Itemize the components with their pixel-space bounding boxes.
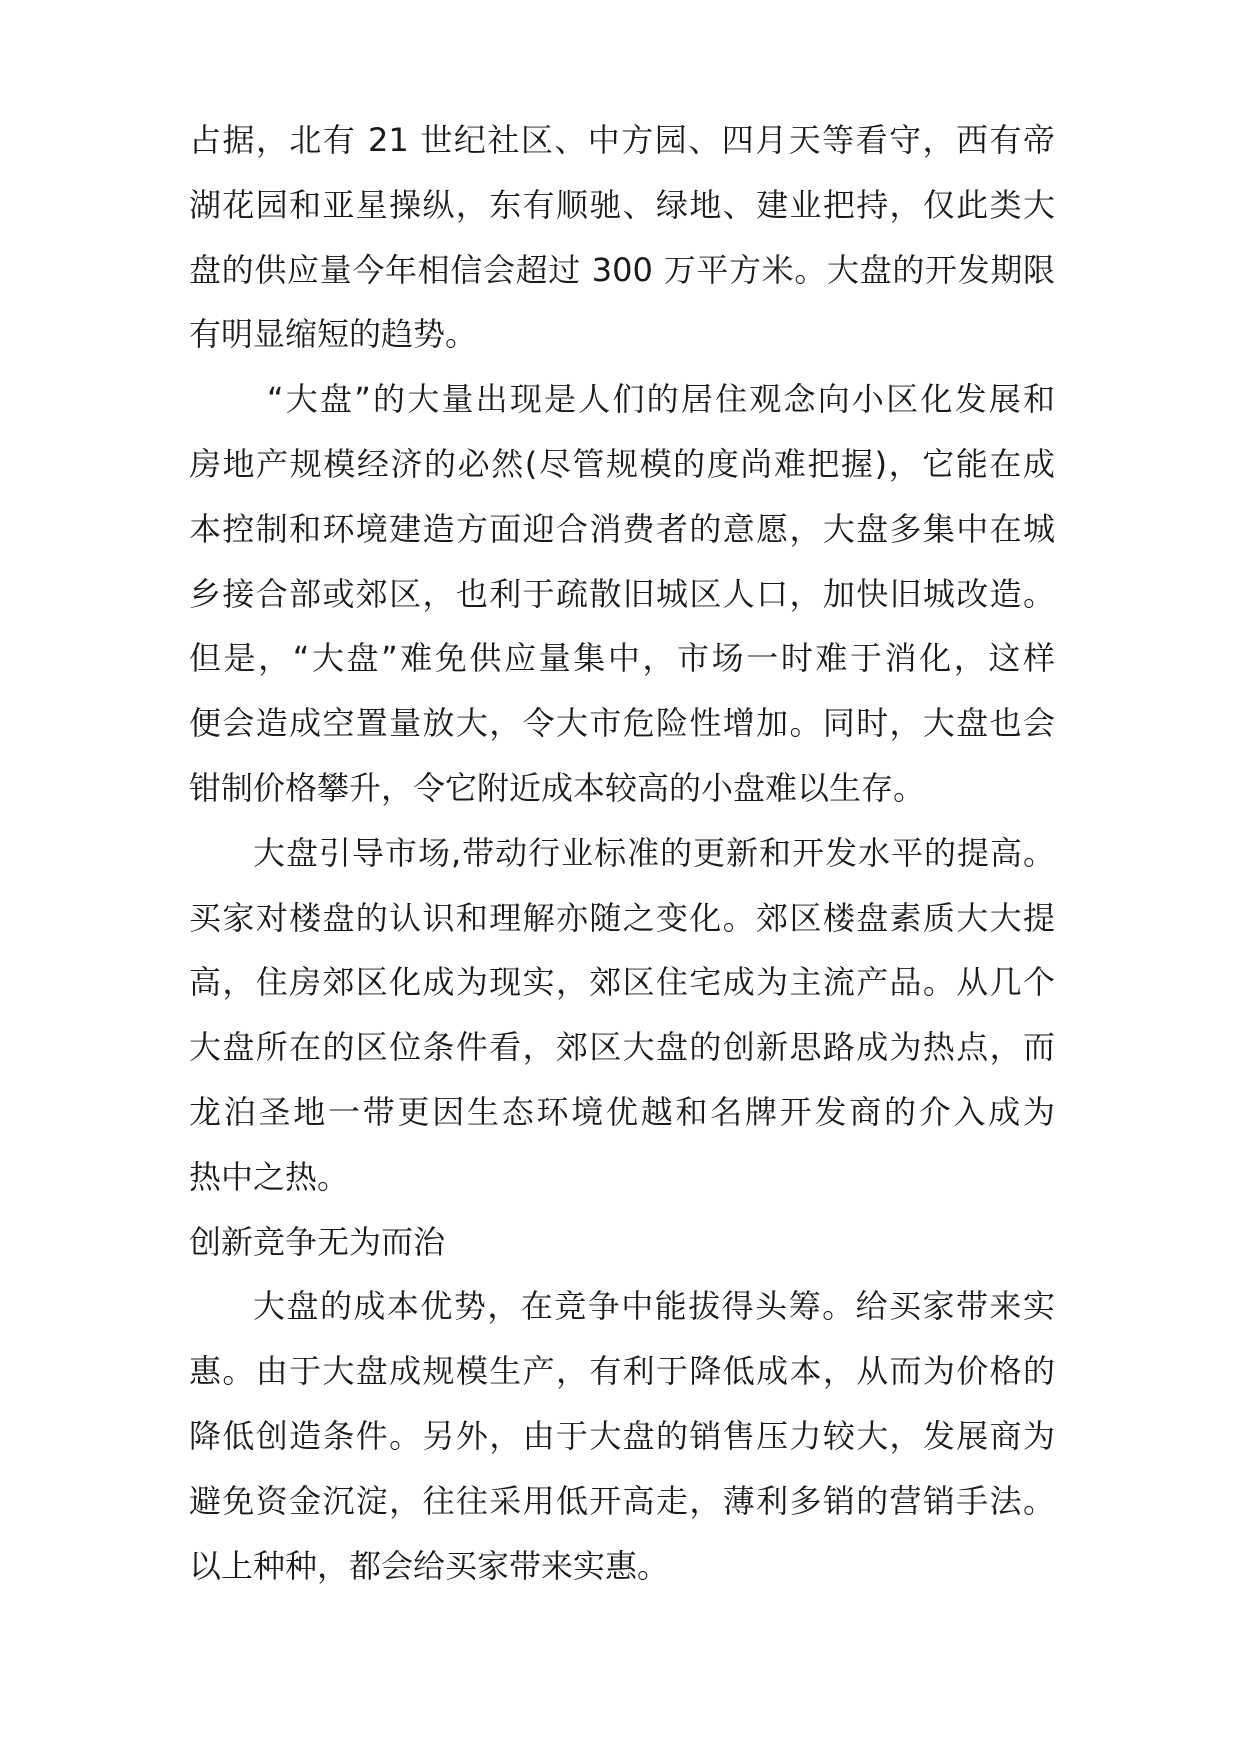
text-line: 便会造成空置量放大，令大市危险性增加。同时，大盘也会 <box>189 704 1055 743</box>
text-line: 龙泊圣地一带更因生态环境优越和名牌开发商的介入成为 <box>189 1092 1055 1131</box>
text-line: 占据，北有 21 世纪社区、中方园、四月天等看守，西有帝 <box>189 121 1055 159</box>
paragraph-1 <box>189 108 1055 367</box>
text-line: 湖花园和亚星操纵，东有顺驰、绿地、建业把持，仅此类大 <box>189 185 1055 224</box>
text-line: 钳制价格攀升，令它附近成本较高的小盘难以生存。 <box>189 768 926 807</box>
text-line: 大盘的成本优势，在竞争中能拔得头筹。给买家带来实 <box>253 1287 1055 1326</box>
text-line: 以上种种，都会给买家带来实惠。 <box>189 1546 670 1585</box>
section-heading: 创新竞争无为而治 <box>189 1222 446 1261</box>
text-line: 高，住房郊区化成为现实，郊区住宅成为主流产品。从几个 <box>189 963 1055 1002</box>
text-line: “大盘”的大量出现是人们的居住观念向小区化发展和 <box>267 380 1055 419</box>
paragraph-2 <box>189 367 1055 821</box>
text-line: 房地产规模经济的必然(尽管规模的度尚难把握)，它能在成 <box>189 444 1055 483</box>
text-line: 有明显缩短的趋势。 <box>189 315 478 354</box>
text-line: 大盘所在的区位条件看，郊区大盘的创新思路成为热点，而 <box>189 1028 1055 1067</box>
text-line: 热中之热。 <box>189 1157 350 1196</box>
text-line: 避免资金沉淀，往往采用低开高走，薄利多销的营销手法。 <box>189 1481 1055 1520</box>
paragraph-4 <box>189 1274 1055 1598</box>
text-line: 降低创造条件。另外，由于大盘的销售压力较大，发展商为 <box>189 1416 1055 1455</box>
text-line: 乡接合部或郊区，也利于疏散旧城区人口，加快旧城改造。 <box>189 574 1055 613</box>
paragraph-3 <box>189 821 1055 1210</box>
text-line: 本控制和环境建造方面迎合消费者的意愿，大盘多集中在城 <box>189 509 1055 548</box>
text-line: 但是，“大盘”难免供应量集中，市场一时难于消化，这样 <box>189 639 1055 678</box>
text-line: 惠。由于大盘成规模生产，有利于降低成本，从而为价格的 <box>189 1352 1055 1391</box>
text-line: 买家对楼盘的认识和理解亦随之变化。郊区楼盘素质大大提 <box>189 898 1055 937</box>
document-body <box>189 108 1055 1598</box>
text-line: 盘的供应量今年相信会超过 300 万平方米。大盘的开发期限 <box>189 250 1055 289</box>
text-line: 大盘引导市场,带动行业标准的更新和开发水平的提高。 <box>253 833 1055 872</box>
